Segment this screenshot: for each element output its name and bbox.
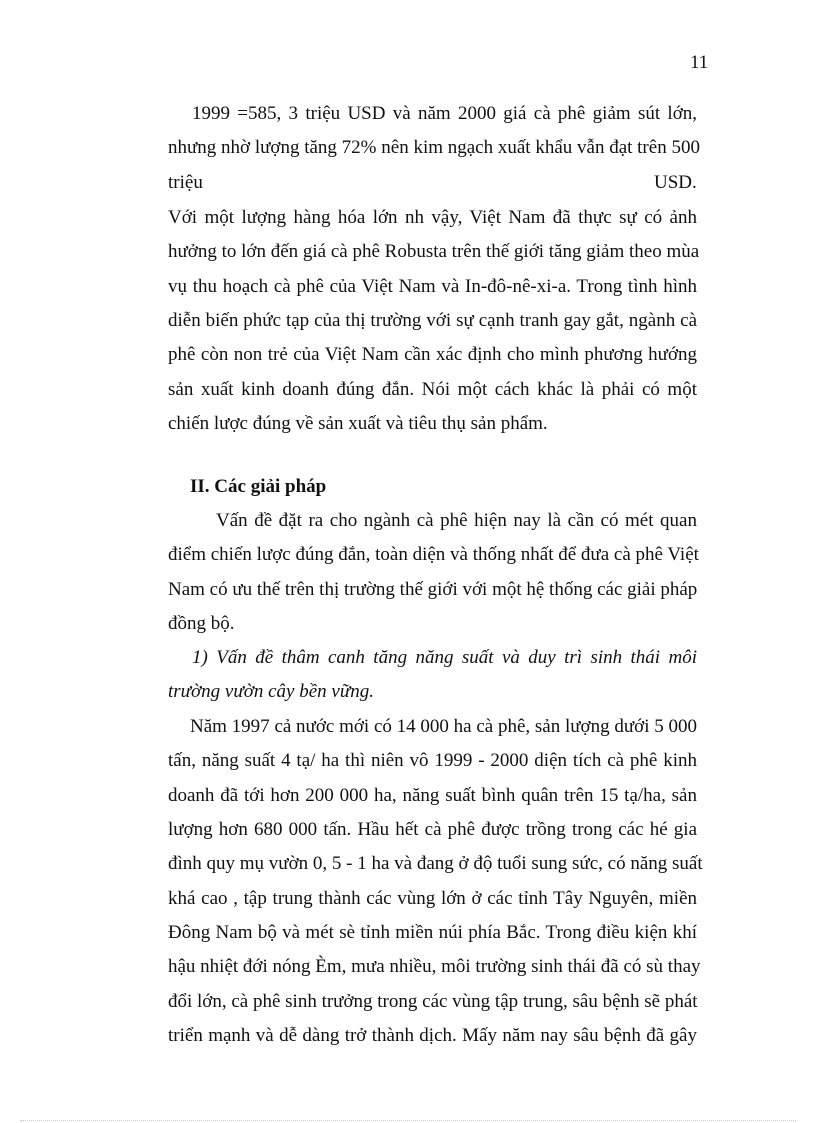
- text-line: đình quy mụ vườn 0, 5 - 1 ha và đang ở độ tuổi sung sức, có năng suất: [168, 853, 703, 874]
- text-line: 1999 =585, 3 triệu USD và năm 2000 giá cà phê giảm sút lớn,: [192, 103, 697, 124]
- text-line: Vấn đề đặt ra cho ngành cà phê hiện nay là cần có mét quan: [216, 510, 697, 531]
- page-number: 11: [690, 52, 709, 73]
- text-line: diễn biến phức tạp của thị trường với sự cạnh tranh gay gắt, ngành cà: [168, 310, 697, 331]
- text-line: Với một lượng hàng hóa lớn nh vậy, Việt Nam đã thực sự có ảnh: [168, 207, 697, 228]
- text-line: đổi lớn, cà phê sinh trưởng trong các vùng tập trung, sâu bệnh sẽ phát: [168, 991, 698, 1012]
- text-line: đồng bộ.: [168, 613, 235, 634]
- text-line: Đông Nam bộ và mét sè tỉnh miền núi phía Bắc. Trong điều kiện khí: [168, 922, 697, 943]
- text-line: phê còn non trẻ của Việt Nam cần xác định cho mình phương hướng: [168, 344, 697, 365]
- text-line: chiến lược đúng về sản xuất và tiêu thụ sản phẩm.: [168, 413, 548, 434]
- text-line: khá cao , tập trung thành các vùng lớn ở các tỉnh Tây Nguyên, miền: [168, 888, 697, 909]
- text-line: hậu nhiệt đới nóng Èm, mưa nhiều, môi trường sinh thái đã có sù thay: [168, 956, 701, 977]
- text-line: doanh đã tới hơn 200 000 ha, năng suất bình quân trên 15 tạ/ha, sản: [168, 785, 697, 806]
- text-line: triệu: [168, 172, 203, 193]
- section-heading: II. Các giải pháp: [190, 476, 327, 497]
- text-line: Năm 1997 cả nước mới có 14 000 ha cà phê, sản lượng dưới 5 000: [190, 716, 697, 737]
- text-line: điểm chiến lược đúng đắn, toàn diện và thống nhất để đưa cà phê Việt: [168, 544, 699, 565]
- text-line: vụ thu hoạch cà phê của Việt Nam và In-đô-nê-xi-a. Trong tình hình: [168, 276, 697, 297]
- text-line: 1) Vấn đề thâm canh tăng năng suất và duy trì sinh thái môi: [192, 647, 697, 668]
- text-line: hưởng to lớn đến giá cà phê Robusta trên thế giới tăng giảm theo mùa: [168, 241, 700, 262]
- text-line: Nam có ưu thế trên thị trường thế giới với một hệ thống các giải pháp: [168, 579, 698, 600]
- text-line: USD.: [654, 172, 697, 193]
- text-line: lượng hơn 680 000 tấn. Hầu hết cà phê được trồng trong các hé gia: [168, 819, 697, 840]
- text-line: triển mạnh và dễ dàng trở thành dịch. Mấy năm nay sâu bệnh đã gây: [168, 1025, 697, 1046]
- text-line: tấn, năng suất 4 tạ/ ha thì niên vô 1999 - 2000 diện tích cà phê kinh: [168, 750, 697, 771]
- text-line: sản xuất kinh doanh đúng đắn. Nói một cách khác là phải có một: [168, 379, 697, 400]
- page-footer-divider: [20, 1120, 796, 1121]
- text-line: nhưng nhờ lượng tăng 72% nên kim ngạch xuất khẩu vẫn đạt trên 500: [168, 137, 700, 158]
- text-line: trường vườn cây bền vững.: [168, 681, 374, 702]
